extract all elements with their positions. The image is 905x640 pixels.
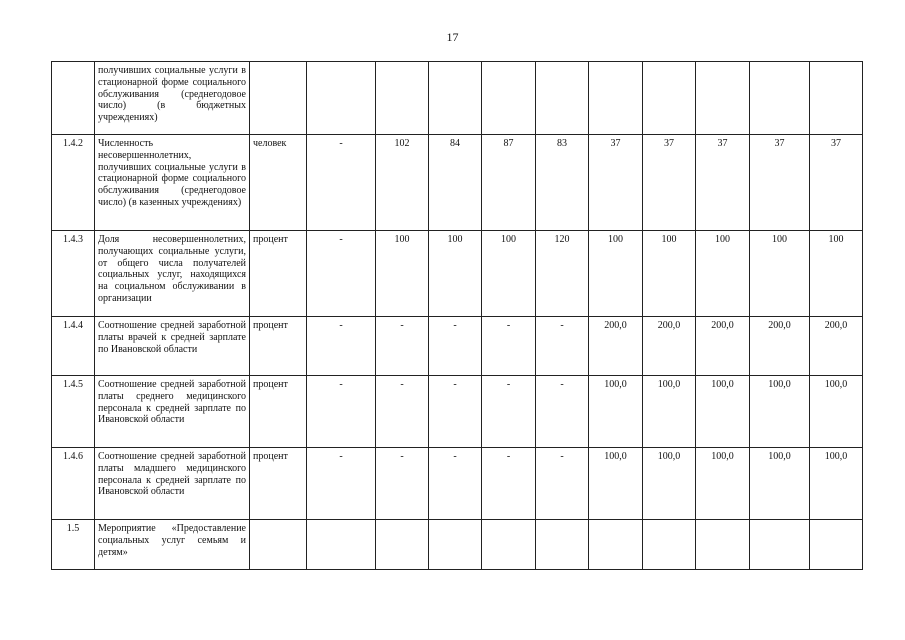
- value-cell: 102: [376, 135, 429, 231]
- indicator-description: Соотношение средней заработной платы среднего медицинского персонала к средней зарплате по Ивановской области: [95, 376, 250, 448]
- value-cell: 100: [376, 231, 429, 317]
- value-cell: -: [429, 317, 482, 376]
- value-cell: 200,0: [750, 317, 810, 376]
- value-cell: 37: [643, 135, 696, 231]
- value-cell: 100: [482, 231, 536, 317]
- unit-of-measure: процент: [250, 376, 307, 448]
- value-cell: [536, 62, 589, 135]
- value-cell: 37: [810, 135, 863, 231]
- unit-of-measure: человек: [250, 135, 307, 231]
- value-cell: -: [307, 231, 376, 317]
- value-cell: -: [429, 376, 482, 448]
- row-number: [52, 62, 95, 135]
- value-cell: 100: [750, 231, 810, 317]
- row-number: 1.4.3: [52, 231, 95, 317]
- value-cell: [307, 62, 376, 135]
- value-cell: -: [376, 448, 429, 520]
- table-row: [52, 448, 863, 520]
- value-cell: -: [536, 448, 589, 520]
- indicator-description: Соотношение средней заработной платы врачей к средней зарплате по Ивановской области: [95, 317, 250, 376]
- value-cell: 84: [429, 135, 482, 231]
- value-cell: -: [307, 448, 376, 520]
- value-cell: 120: [536, 231, 589, 317]
- value-cell: 100: [696, 231, 750, 317]
- row-number: 1.4.6: [52, 448, 95, 520]
- value-cell: 87: [482, 135, 536, 231]
- row-number: 1.4.2: [52, 135, 95, 231]
- value-cell: 100: [810, 231, 863, 317]
- value-cell: 100,0: [643, 448, 696, 520]
- value-cell: 37: [750, 135, 810, 231]
- table-row: [52, 135, 863, 231]
- indicator-description: получивших социальные услуги в стационарной форме социального обслуживания (среднегодовое число) (в бюджетных учреждениях): [95, 62, 250, 135]
- value-cell: -: [376, 376, 429, 448]
- value-cell: [376, 520, 429, 570]
- value-cell: -: [307, 376, 376, 448]
- indicator-description: Доля несовершеннолетних, получающих социальные услуги, от общего числа получателей социальных услуг, находящихся на социальном обслуживании в организации: [95, 231, 250, 317]
- value-cell: 200,0: [810, 317, 863, 376]
- value-cell: [429, 520, 482, 570]
- value-cell: 100,0: [643, 376, 696, 448]
- value-cell: -: [536, 317, 589, 376]
- table-row: [52, 317, 863, 376]
- value-cell: -: [482, 376, 536, 448]
- value-cell: 100: [429, 231, 482, 317]
- indicator-description: Мероприятие «Предоставление социальных услуг семьям и детям»: [95, 520, 250, 570]
- table-row: [52, 520, 863, 570]
- value-cell: -: [307, 317, 376, 376]
- value-cell: [810, 520, 863, 570]
- value-cell: [482, 62, 536, 135]
- value-cell: 200,0: [696, 317, 750, 376]
- value-cell: 100,0: [696, 376, 750, 448]
- value-cell: 100,0: [589, 376, 643, 448]
- value-cell: [589, 62, 643, 135]
- value-cell: -: [536, 376, 589, 448]
- value-cell: -: [429, 448, 482, 520]
- value-cell: [696, 520, 750, 570]
- value-cell: [696, 62, 750, 135]
- row-number: 1.4.5: [52, 376, 95, 448]
- value-cell: 100,0: [810, 448, 863, 520]
- unit-of-measure: [250, 520, 307, 570]
- indicator-description: Численность несовершеннолетних, получивших социальные услуги в стационарной форме социального обслуживания (среднегодовое число) (в казенных учреждениях): [95, 135, 250, 231]
- value-cell: 100: [589, 231, 643, 317]
- value-cell: [482, 520, 536, 570]
- row-number: 1.5: [52, 520, 95, 570]
- value-cell: [810, 62, 863, 135]
- value-cell: 200,0: [589, 317, 643, 376]
- value-cell: 100,0: [696, 448, 750, 520]
- value-cell: [536, 520, 589, 570]
- value-cell: [429, 62, 482, 135]
- page-number: 17: [446, 30, 459, 44]
- table-row: [52, 231, 863, 317]
- value-cell: [750, 62, 810, 135]
- indicators-table: [51, 61, 863, 570]
- value-cell: [643, 520, 696, 570]
- value-cell: 37: [589, 135, 643, 231]
- value-cell: [376, 62, 429, 135]
- value-cell: -: [482, 448, 536, 520]
- value-cell: [643, 62, 696, 135]
- value-cell: 100,0: [750, 376, 810, 448]
- value-cell: 100,0: [750, 448, 810, 520]
- value-cell: 100,0: [810, 376, 863, 448]
- unit-of-measure: [250, 62, 307, 135]
- value-cell: 100,0: [589, 448, 643, 520]
- value-cell: 100: [643, 231, 696, 317]
- value-cell: 83: [536, 135, 589, 231]
- unit-of-measure: процент: [250, 317, 307, 376]
- table-row: [52, 62, 863, 135]
- indicator-description: Соотношение средней заработной платы младшего медицинского персонала к средней зарплате по Ивановской области: [95, 448, 250, 520]
- value-cell: -: [376, 317, 429, 376]
- value-cell: -: [307, 135, 376, 231]
- value-cell: [589, 520, 643, 570]
- table-row: [52, 376, 863, 448]
- value-cell: 200,0: [643, 317, 696, 376]
- value-cell: 37: [696, 135, 750, 231]
- row-number: 1.4.4: [52, 317, 95, 376]
- value-cell: [307, 520, 376, 570]
- unit-of-measure: процент: [250, 231, 307, 317]
- unit-of-measure: процент: [250, 448, 307, 520]
- value-cell: [750, 520, 810, 570]
- value-cell: -: [482, 317, 536, 376]
